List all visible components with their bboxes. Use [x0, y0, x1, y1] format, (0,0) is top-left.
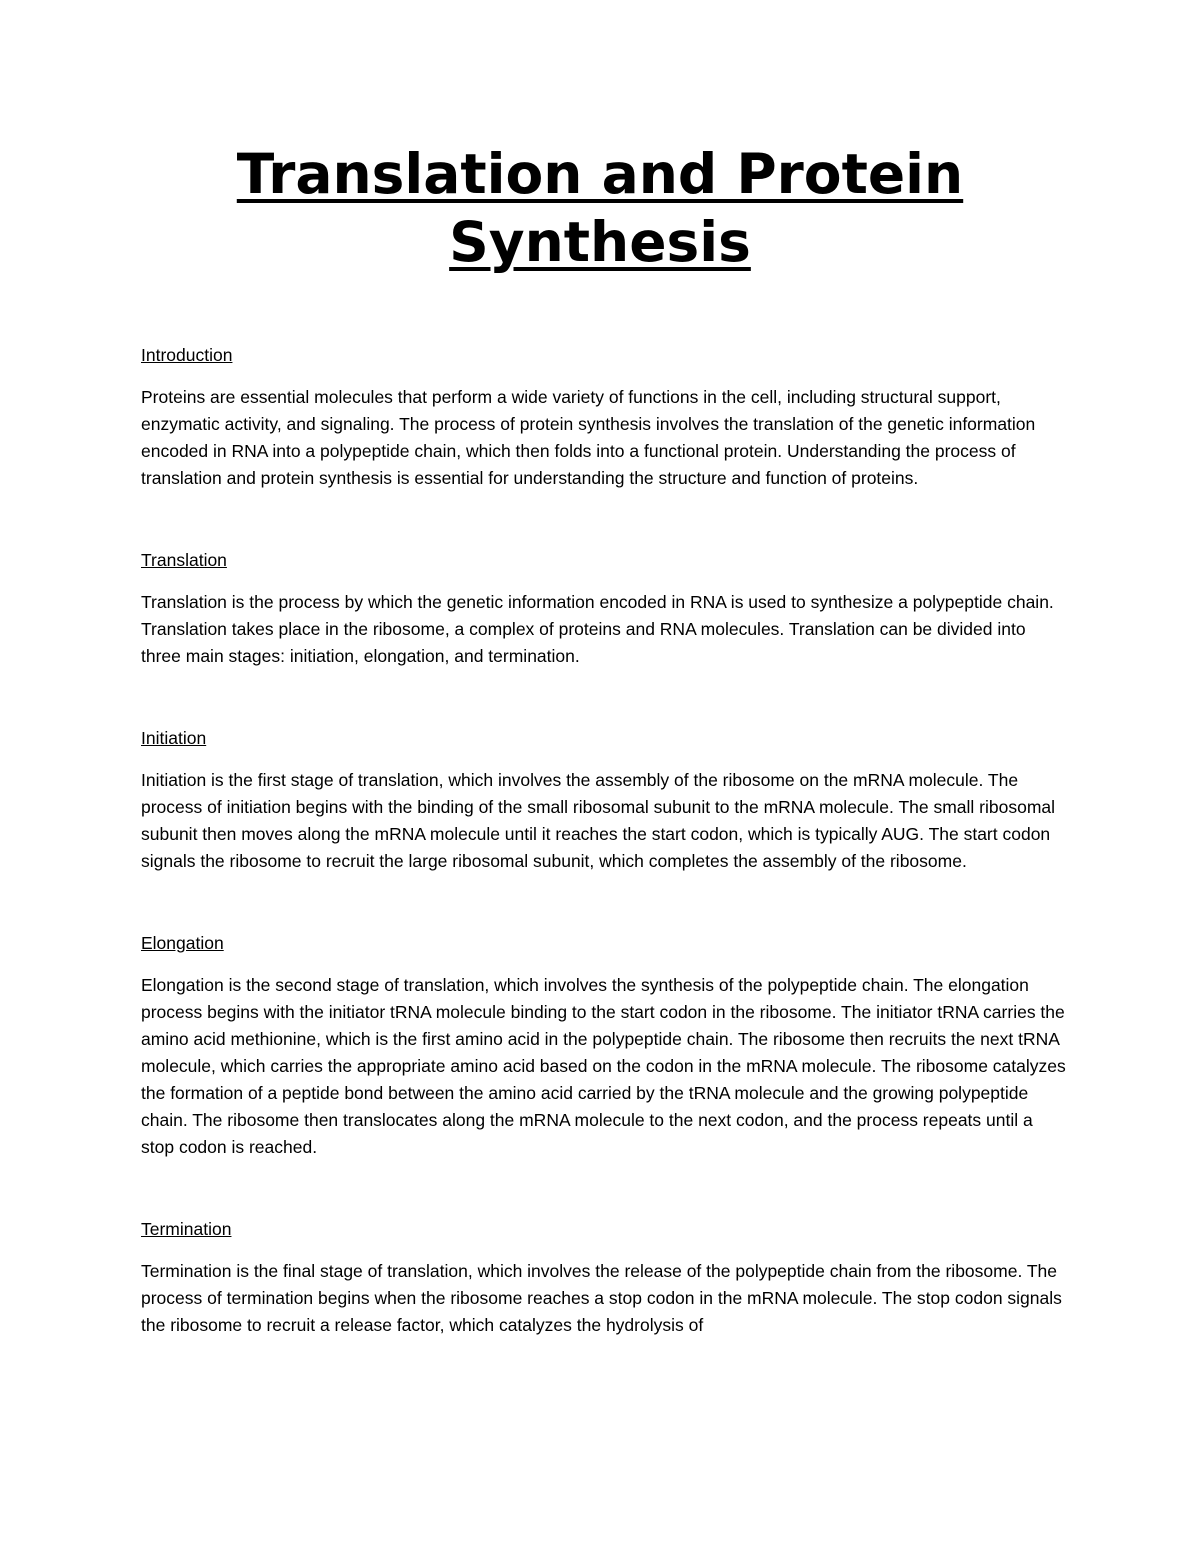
section-heading: Elongation — [141, 933, 224, 953]
section-introduction — [141, 342, 1066, 492]
section-heading: Introduction — [141, 345, 233, 365]
section-paragraph: Proteins are essential molecules that perform a wide variety of functions in the cell, including structural support, enzymatic activity, and signaling. The process of protein synthesis involves the translation of the genetic information encoded in RNA into a polypeptide chain, which then folds into a functional protein. Understanding the process of translation and protein synthesis is essential for understanding the structure and function of proteins. — [141, 387, 1036, 488]
section-heading: Initiation — [141, 728, 207, 748]
section-paragraph: Translation is the process by which the genetic information encoded in RNA is used to synthesize a polypeptide chain. Translation takes place in the ribosome, a complex of proteins and RNA molecules. Translation can be divided into three main stages: initiation, elongation, and termination. — [141, 592, 1054, 666]
section-translation — [141, 547, 1066, 670]
document-body — [141, 342, 1066, 1339]
section-paragraph: Initiation is the first stage of translation, which involves the assembly of the ribosome on the mRNA molecule. The process of initiation begins with the binding of the small ribosomal subunit to the mRNA molecule. The small ribosomal subunit then moves along the mRNA molecule until it reaches the start codon, which is typically AUG. The start codon signals the ribosome to recruit the large ribosomal subunit, which completes the assembly of the ribosome. — [141, 770, 1056, 871]
document-title: Translation and Protein Synthesis — [236, 142, 964, 274]
section-initiation — [141, 725, 1066, 875]
section-paragraph: Elongation is the second stage of translation, which involves the synthesis of the polypeptide chain. The elongation process begins with the initiator tRNA molecule binding to the start codon in the ribosome. The initiator tRNA carries the amino acid methionine, which is the first amino acid in the polypeptide chain. The ribosome then recruits the next tRNA molecule, which carries the appropriate amino acid based on the codon in the mRNA molecule. The ribosome catalyzes the formation of a peptide bond between the amino acid carried by the tRNA molecule and the growing polypeptide chain. The ribosome then translocates along the mRNA molecule to the next codon, and the process repeats until a stop codon is reached. — [141, 975, 1066, 1157]
section-heading: Translation — [141, 550, 227, 570]
section-heading: Termination — [141, 1219, 232, 1239]
section-termination — [141, 1216, 1066, 1339]
section-paragraph: Termination is the final stage of translation, which involves the release of the polypeptide chain from the ribosome. The process of termination begins when the ribosome reaches a stop codon in the mRNA molecule. The stop codon signals the ribosome to recruit a release factor, which catalyzes the hydrolysis of — [141, 1261, 1062, 1335]
section-elongation — [141, 930, 1066, 1161]
